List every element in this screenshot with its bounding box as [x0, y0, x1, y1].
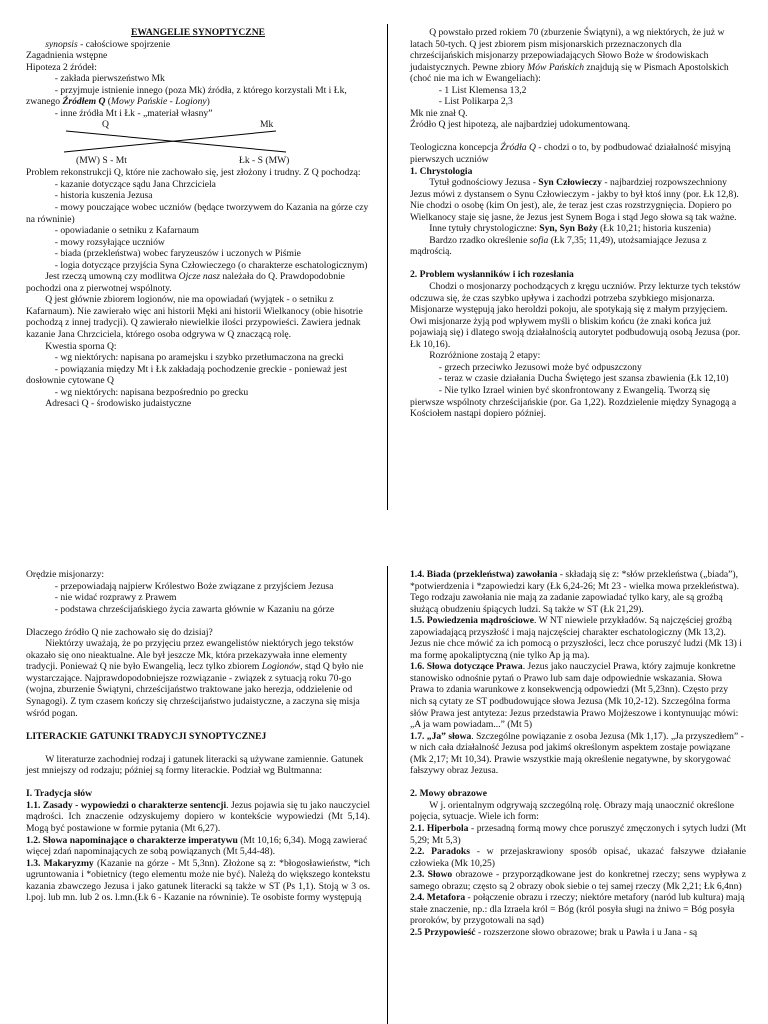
text-run: W j. orientalnym odgrywają szczególną rolę. Obrazy mają unaocznić określone pojęcia, sytuacje. Wiele ich form:: [410, 799, 737, 823]
text-line: [26, 341, 370, 353]
text-line: [26, 108, 370, 120]
text-run: synopsis: [45, 38, 78, 50]
text-run: Q jest głównie zbiorem logionów, nie ma opowiadań (wyjątek - o setniku z Kafarnaum). Nie zawierało więc ani historii Męki ani historii Wielkanocy (obie hisotrie pochodzą z innej tradycji). Q zawierało niewielkie ilości przypowieści. Zawiera jednak kazanie Jana Chrzciciela, którego osoba odgrywa w Q znaczącą rolę.: [26, 294, 366, 341]
text-run: obrazowe - przyporządkowane jest do konkretnej rzeczy; sens wypływa z samego obrazu; często są 2 obrazy obok siebie o tej samej rzeczy (Mk 2,21; Łk 6,4nn): [410, 869, 749, 892]
column-divider-top: [387, 24, 388, 510]
text-line: [26, 202, 370, 225]
text-line: [410, 350, 746, 362]
text-line: [26, 638, 370, 719]
text-run: 1.6. Słowa dotyczące Prawa: [410, 661, 523, 673]
text-line: [26, 294, 370, 340]
text-line: [410, 108, 746, 120]
text-run: (Kazanie na górze - Mt 5,3nn). Złożone są z: *błogosławieństw, *ich ugruntowania i *obietnicy (tego elementu może nie być). Należą do większego kontekstu kazania zbawczego Jezusa i jako gatunek literacki są także w ST (Ps 1,1). Stoją w 3 os. l.poj. lub mn. lub 2 os. l.mn.(Łk 6 - Kazanie na równinie). Te osobiste formy występują: [26, 857, 373, 904]
text-run: należała do Q. Prawdopodobnie pochodzi ona z pierwotnej wspólnoty.: [26, 271, 348, 294]
text-run: [26, 742, 28, 753]
text-run: 2.4. Metafora: [410, 892, 466, 904]
text-line: [26, 179, 370, 191]
text-run: 1.5. Powiedzenia mądrościowe: [410, 615, 534, 627]
text-run: - zakłada pierwszeństwo Mk: [26, 73, 165, 85]
text-run: - biada (przekleństwa) wobec faryzeuszów i uczonych w Piśmie: [26, 248, 301, 260]
text-line: [410, 119, 746, 131]
text-line: [410, 281, 746, 350]
text-line: [26, 190, 370, 202]
text-line: [26, 50, 370, 62]
text-line: [410, 131, 746, 143]
text-line: [26, 777, 370, 789]
text-run: - List Polikarpa 2,3: [410, 96, 513, 108]
text-run: ): [206, 96, 210, 108]
text-run: 1.4. Biada (przekleństwa) zawołania: [410, 569, 558, 580]
text-line: [26, 604, 370, 616]
text-run: Hipoteza 2 źródeł:: [26, 61, 97, 73]
text-line: [26, 857, 373, 904]
text-run: Mów Pańskich: [527, 61, 584, 73]
text-line: [410, 85, 746, 97]
text-line: [26, 387, 370, 399]
text-line: [26, 167, 370, 179]
text-run: Mowy Pańskie - Logiony: [111, 96, 207, 108]
text-line: [410, 927, 746, 939]
text-line: [410, 177, 746, 189]
text-run: (: [105, 96, 111, 108]
text-run: - przyjmuje istnienie innego (poza Mk) źródła, z którego korzystali Mt i Łk, zwanego: [26, 84, 350, 108]
text-line: [26, 271, 370, 294]
text-run: - logia dotyczące przyjścia Syna Człowieczego (o charakterze eschatologicznym): [26, 259, 368, 271]
text-run: - Nie tylko Izrael winien być skonfrontowany z Ewangelią. Tworzą się pierwsze wspólnoty chrześcijańskie (por. Ga 1,22). Rozdzielenie między Synagogą a Kościołem nastąpi dopiero później.: [410, 384, 739, 420]
text-run: sofia: [529, 234, 549, 246]
text-run: [26, 777, 28, 788]
text-run: - opowiadanie o setniku z Kafarnaum: [26, 225, 199, 237]
text-run: - inne źródła Mt i Łk - „materiał własny”: [26, 107, 213, 119]
text-run: - najbardziej rozpowszechniony: [601, 177, 727, 189]
text-line: [410, 869, 749, 892]
text-run: Rozróżnione zostają 2 etapy:: [410, 350, 541, 362]
text-line: [26, 39, 370, 51]
text-run: - wg niektórych: napisana po aramejsku i szybko przetłumaczona na grecki: [26, 352, 344, 364]
text-line: [410, 223, 746, 235]
text-line: [26, 731, 370, 743]
text-run: . Jezus jako nauczyciel Prawa, który zajmuje konkretne stanowisko odnośnie pytań o Prawo lub sam daje odpowiednie wskazania. Słowa Prawa to zdania warunkowe z konsekwencją odpowiedzi (Mt 5,23nn). Często przy nich są cytaty ze ST podbudowujące słowa Jezusa (Mk 10,2-12). Szczególna forma słów Prawa jest antyteza: Jezus przedstawia Prawo Mojżeszowe i kontynuując mówi: „A ja wam powiadam...” (Mt 5): [410, 661, 741, 731]
text-run: (Łk 10,21; historia kuszenia): [597, 223, 711, 235]
text-run: Inne tytuły chrystologiczne:: [410, 223, 540, 235]
text-line: [26, 569, 370, 581]
text-line: [26, 592, 370, 604]
text-run: LITERACKIE GATUNKI TRADYCJI SYNOPTYCZNEJ: [26, 730, 267, 742]
text-line: [410, 823, 749, 846]
text-run: I. Tradycja słów: [26, 788, 93, 800]
text-line: [26, 835, 370, 858]
diagram-label-q: Q: [102, 119, 109, 131]
text-run: Orędzie misjonarzy:: [26, 569, 105, 580]
text-run: 2. Mowy obrazowe: [410, 788, 487, 800]
text-run: 2.1. Hiperbola: [410, 823, 469, 835]
text-line: [410, 661, 746, 730]
text-line: [410, 788, 746, 800]
text-run: Syn Człowieczy: [538, 177, 602, 189]
text-line: [26, 364, 370, 387]
text-line: [26, 85, 370, 108]
text-line: [26, 260, 370, 272]
text-line: [410, 373, 746, 385]
text-run: Syn, Syn Boży: [539, 223, 598, 235]
page-top-right-column: [410, 27, 746, 512]
text-line: [26, 225, 370, 237]
text-line: [410, 731, 746, 777]
text-line: [410, 569, 746, 615]
text-run: 2.3. Słowo: [410, 869, 453, 881]
text-run: - teraz w czasie działania Ducha Świętego jest szansa zbawienia (Łk 12,10): [410, 373, 729, 385]
text-run: [26, 39, 45, 50]
text-run: Problem rekonstrukcji Q, które nie zachowało się, jest złożony i trudny. Z Q pochodzą:: [26, 167, 361, 179]
text-run: - mowy pouczające wobec uczniów (będące tworzywem do Kazania na górze czy na równinie): [26, 202, 371, 225]
text-line: [410, 362, 746, 374]
text-run: . Szczególne powiązanie z osoba Jezusa (Mk 1,17). „Ja przyszedłem” - w nich cała działalność Jezusa pod jakimś określonym aspektem zostaje powiązane (Mk 2,17; Mt 10,34). Prawie wszystkie mają określenie negatywne, by skorygować fałszywy obraz Jezusa.: [410, 730, 747, 777]
text-run: Źródło Q jest hipotezą, ale najbardziej udokumentowaną.: [410, 119, 631, 131]
text-line: [26, 627, 370, 639]
text-line: [410, 27, 746, 85]
text-line: [410, 846, 749, 869]
text-run: [26, 615, 28, 626]
text-run: - przesadną formą mowy chce poruszyć zmęczonych i sytych ludzi (Mt 5,29; Mt 5,3): [410, 823, 749, 846]
text-line: [410, 258, 746, 270]
text-run: - składają się z: *słów przekleństwa („biada”), *potwierdzenia i *zapowiedzi kary (Łk 6,24-26; Mt 23 - wielka mowa przekleństwa). Tego rodzaju zawołania nie mają za zadanie zapowiadać tylko kary, ale są groźbą służącą obudzeniu śpiących ludzi. Są także w ST (Łk 21,29).: [410, 569, 742, 615]
text-run: Źródła Q: [500, 142, 536, 154]
text-run: 1.2. Słowa napominające o charakterze imperatywu: [26, 834, 238, 846]
text-run: - przepowiadają najpierw Królestwo Boże związane z przyjściem Jezusa: [26, 580, 334, 592]
text-run: Zagadnienia wstępne: [26, 50, 108, 62]
text-line: [26, 73, 370, 85]
text-line: [26, 237, 370, 249]
text-run: . Jezus pojawia się tu jako nauczyciel mądrości. Ich znaczenie odzyskujemy dopiero w kontekście wypowiedzi (Mt 5,14). Mogą być postawione w formie pytania (Mt 6,27).: [26, 799, 373, 835]
text-run: - mowy rozsyłające uczniów: [26, 236, 165, 248]
text-line: [26, 742, 370, 754]
text-run: - kazanie dotyczące sądu Jana Chrzciciela: [26, 178, 216, 190]
text-run: - powiązania między Mt i Łk zakładają pochodzenie greckie - ponieważ jest dosłownie cytowane Q: [26, 363, 350, 387]
text-run: Bardzo rzadko określenie: [410, 234, 530, 246]
text-run: W literaturze zachodniej rodzaj i gatunek literacki są używane zamiennie. Gatunek jest mniejszy od rodzaju; później są formy literackie. Podział wg Bultmanna:: [26, 753, 366, 777]
text-run: Mk nie znał Q.: [410, 107, 468, 119]
page-bottom-right-column: [410, 569, 749, 1024]
text-line: [26, 27, 370, 39]
text-line: [26, 398, 370, 410]
text-run: Chodzi o mosjonarzy pochodzących z kręgu uczniów. Przy lekturze tych tekstów odczuwa się, że czas szybko upływa i zachodzi potrzeba szybkiego misjonarza. Misjonarze występują jako heroldzi pokoju, ale spotykają się z małym przyjęciem. Owi misjonarze żyją pod wpływem myśli o bliskim końcu (że znaki końca już pojawiają się) i dlatego swoją działalnością autorytet podbudowują osobą Jezusa (por. Łk 10,16).: [410, 281, 743, 350]
text-run: Kwestia sporna Q:: [26, 340, 117, 352]
text-run: - chodzi o to, by podbudować działalność misyjną pierwszych uczniów: [410, 142, 734, 166]
text-line: [26, 581, 370, 593]
text-run: Logionów: [261, 661, 301, 673]
text-line: [26, 788, 370, 800]
text-run: - wg niektórych: napisana bezpośrednio po grecku: [26, 386, 249, 398]
text-run: 1.3. Makaryzmy: [26, 857, 94, 869]
text-line: [26, 119, 370, 167]
text-run: (Łk 7,35; 11,49), utożsamiające Jezusa z mądrością.: [410, 234, 709, 258]
text-line: [410, 166, 746, 178]
diagram-label-mk: Mk: [260, 119, 274, 131]
text-run: - nie widać rozprawy z Prawem: [26, 592, 177, 604]
text-line: [26, 615, 370, 627]
text-run: 2.2. Paradoks: [410, 846, 470, 858]
text-run: 2.5 Przypowieść: [410, 926, 476, 938]
text-run: , stąd Q było nie wystarczające. Najprawdopodobniejsze rozwiązanie - związek z sytuacją roku 70-go (wojna, zburzenie Świątyni, chrześcijaństwo traktowane jako herezja, oddzielenie od Synagogi). Z tym czasem kończy się chrześcijaństwo judaistyczne, a zaczyna się misja wśród pogan.: [26, 661, 366, 719]
text-line: [410, 615, 746, 661]
text-run: - historia kuszenia Jezusa: [26, 190, 153, 202]
text-line: [410, 235, 746, 258]
text-run: Teologiczna koncepcja: [410, 142, 501, 154]
text-line: [410, 800, 746, 823]
text-line: [410, 189, 746, 224]
text-run: [410, 258, 412, 269]
text-line: [26, 719, 370, 731]
text-run: znajdują się w Pismach Apostolskich (choć nie ma ich w Ewangeliach):: [410, 61, 732, 85]
diagram-label-right: Łk - S (MW): [239, 155, 290, 167]
text-line: [410, 269, 746, 281]
text-run: Adresaci Q - środowisko judaistyczne: [26, 398, 192, 410]
text-run: 1. Chrystologia: [410, 165, 473, 177]
text-run: . W NT niewiele przykładów. Są najczęściej groźbą zapowiadającą przyszłość i mają najczęściej charakter eschatologiczny (Mk 13,2). Jezus nie chce mówić za ich pomocą o przyszłości, lecz chce poruszyć ludzi (Mk 13) i ma formę apokaliptyczną (nie tylko Ap ją ma).: [410, 615, 745, 661]
text-run: 1.1. Zasady - wypowiedzi o charakterze sentencji: [26, 799, 227, 811]
text-run: - 1 List Klemensa 13,2: [410, 84, 527, 96]
text-line: [26, 754, 370, 777]
text-line: [410, 892, 746, 927]
text-run: - połączenie obrazu i rzeczy; niektóre metafory (naród lub kultura) mają stałe znaczenie, np.: dla Izraela król = Bóg (król posyła sługi na żniwo = Bóg posyła proroków, by przygotowali na sąd): [410, 892, 747, 927]
text-run: - podstawa chrześcijańskiego życia zawarta głównie w Kazaniu na górze: [26, 603, 335, 615]
text-run: - całościowe spojrzenie: [77, 38, 171, 50]
text-line: [410, 96, 746, 108]
text-run: [410, 131, 412, 142]
text-run: Źródłem Q: [62, 96, 106, 108]
text-run: - rozszerzone słowo obrazowe; brak u Pawła i u Jana - są: [475, 926, 698, 938]
text-line: [410, 385, 746, 420]
text-run: Jezus mówi z dystansem o Synu Człowieczym - jakby to był ktoś inny (por. Łk 12,8). Nie chodzi o osobę (kim On jest), ale, że teraz jest czas rozstrzygnięcia. Dopiero po Wielkanocy staje się jasne, że Jezus jest Synem Boga i stąd Jego słowa są tak ważne.: [410, 188, 742, 223]
page-bottom-left-column: [26, 569, 373, 1024]
text-line: [26, 352, 370, 364]
text-run: - grzech przeciwko Jezusowi może być odpuszczony: [410, 361, 642, 373]
diagram-label-left: (MW) S - Mt: [76, 155, 127, 167]
column-divider-bottom: [387, 566, 388, 1024]
text-run: [26, 719, 28, 730]
text-line: [26, 248, 370, 260]
text-run: Q powstało przed rokiem 70 (zburzenie Świątyni), a wg niektórych, że już w latach 50-tych. Q jest zbiorem pism misjonarskich przeznaczonych dla chrześcijańskich misjonarzy przepowiadających Słowo Boże w środowiskach judaistycznych. Pewne zbiory: [410, 27, 727, 73]
text-run: Ojcze nasz: [178, 271, 220, 283]
text-run: - w przejaskrawiony sposób opisać, ukazać fałszywe działanie człowieka (Mk 10,25): [410, 846, 749, 869]
page-top-left-column: [26, 27, 370, 512]
text-run: 1.7. „Ja” słowa: [410, 730, 472, 742]
text-line: [410, 142, 746, 165]
text-run: Dlaczego źródło Q nie zachowało się do dzisiaj?: [26, 626, 213, 638]
text-line: [26, 62, 370, 74]
text-run: 2. Problem wysłanników i ich rozesłania: [410, 269, 574, 281]
text-run: [410, 777, 412, 788]
text-run: Niektórzy uważają, że po przyjęciu przez ewangelistów niektórych jego tekstów okazało się ono nieaktualne. Ale był jeszcze Mk, która przekazywała inne elementy tradycji. Ponieważ Q nie było Ewangelią, lecz tylko zbiorem: [26, 638, 357, 673]
text-run: Jest rzeczą umowną czy modlitwa: [26, 271, 179, 283]
text-run: (Mt 10,16; 6,34). Mogą zawierać więcej zdań napominających ze sobą powiązanych (Mt 5,44-48).: [26, 834, 370, 858]
text-run: EWANGELIE SYNOPTYCZNE: [130, 27, 266, 38]
text-line: [410, 777, 746, 789]
text-run: Tytuł godnościowy Jezusa -: [410, 177, 539, 189]
text-line: [26, 799, 373, 835]
